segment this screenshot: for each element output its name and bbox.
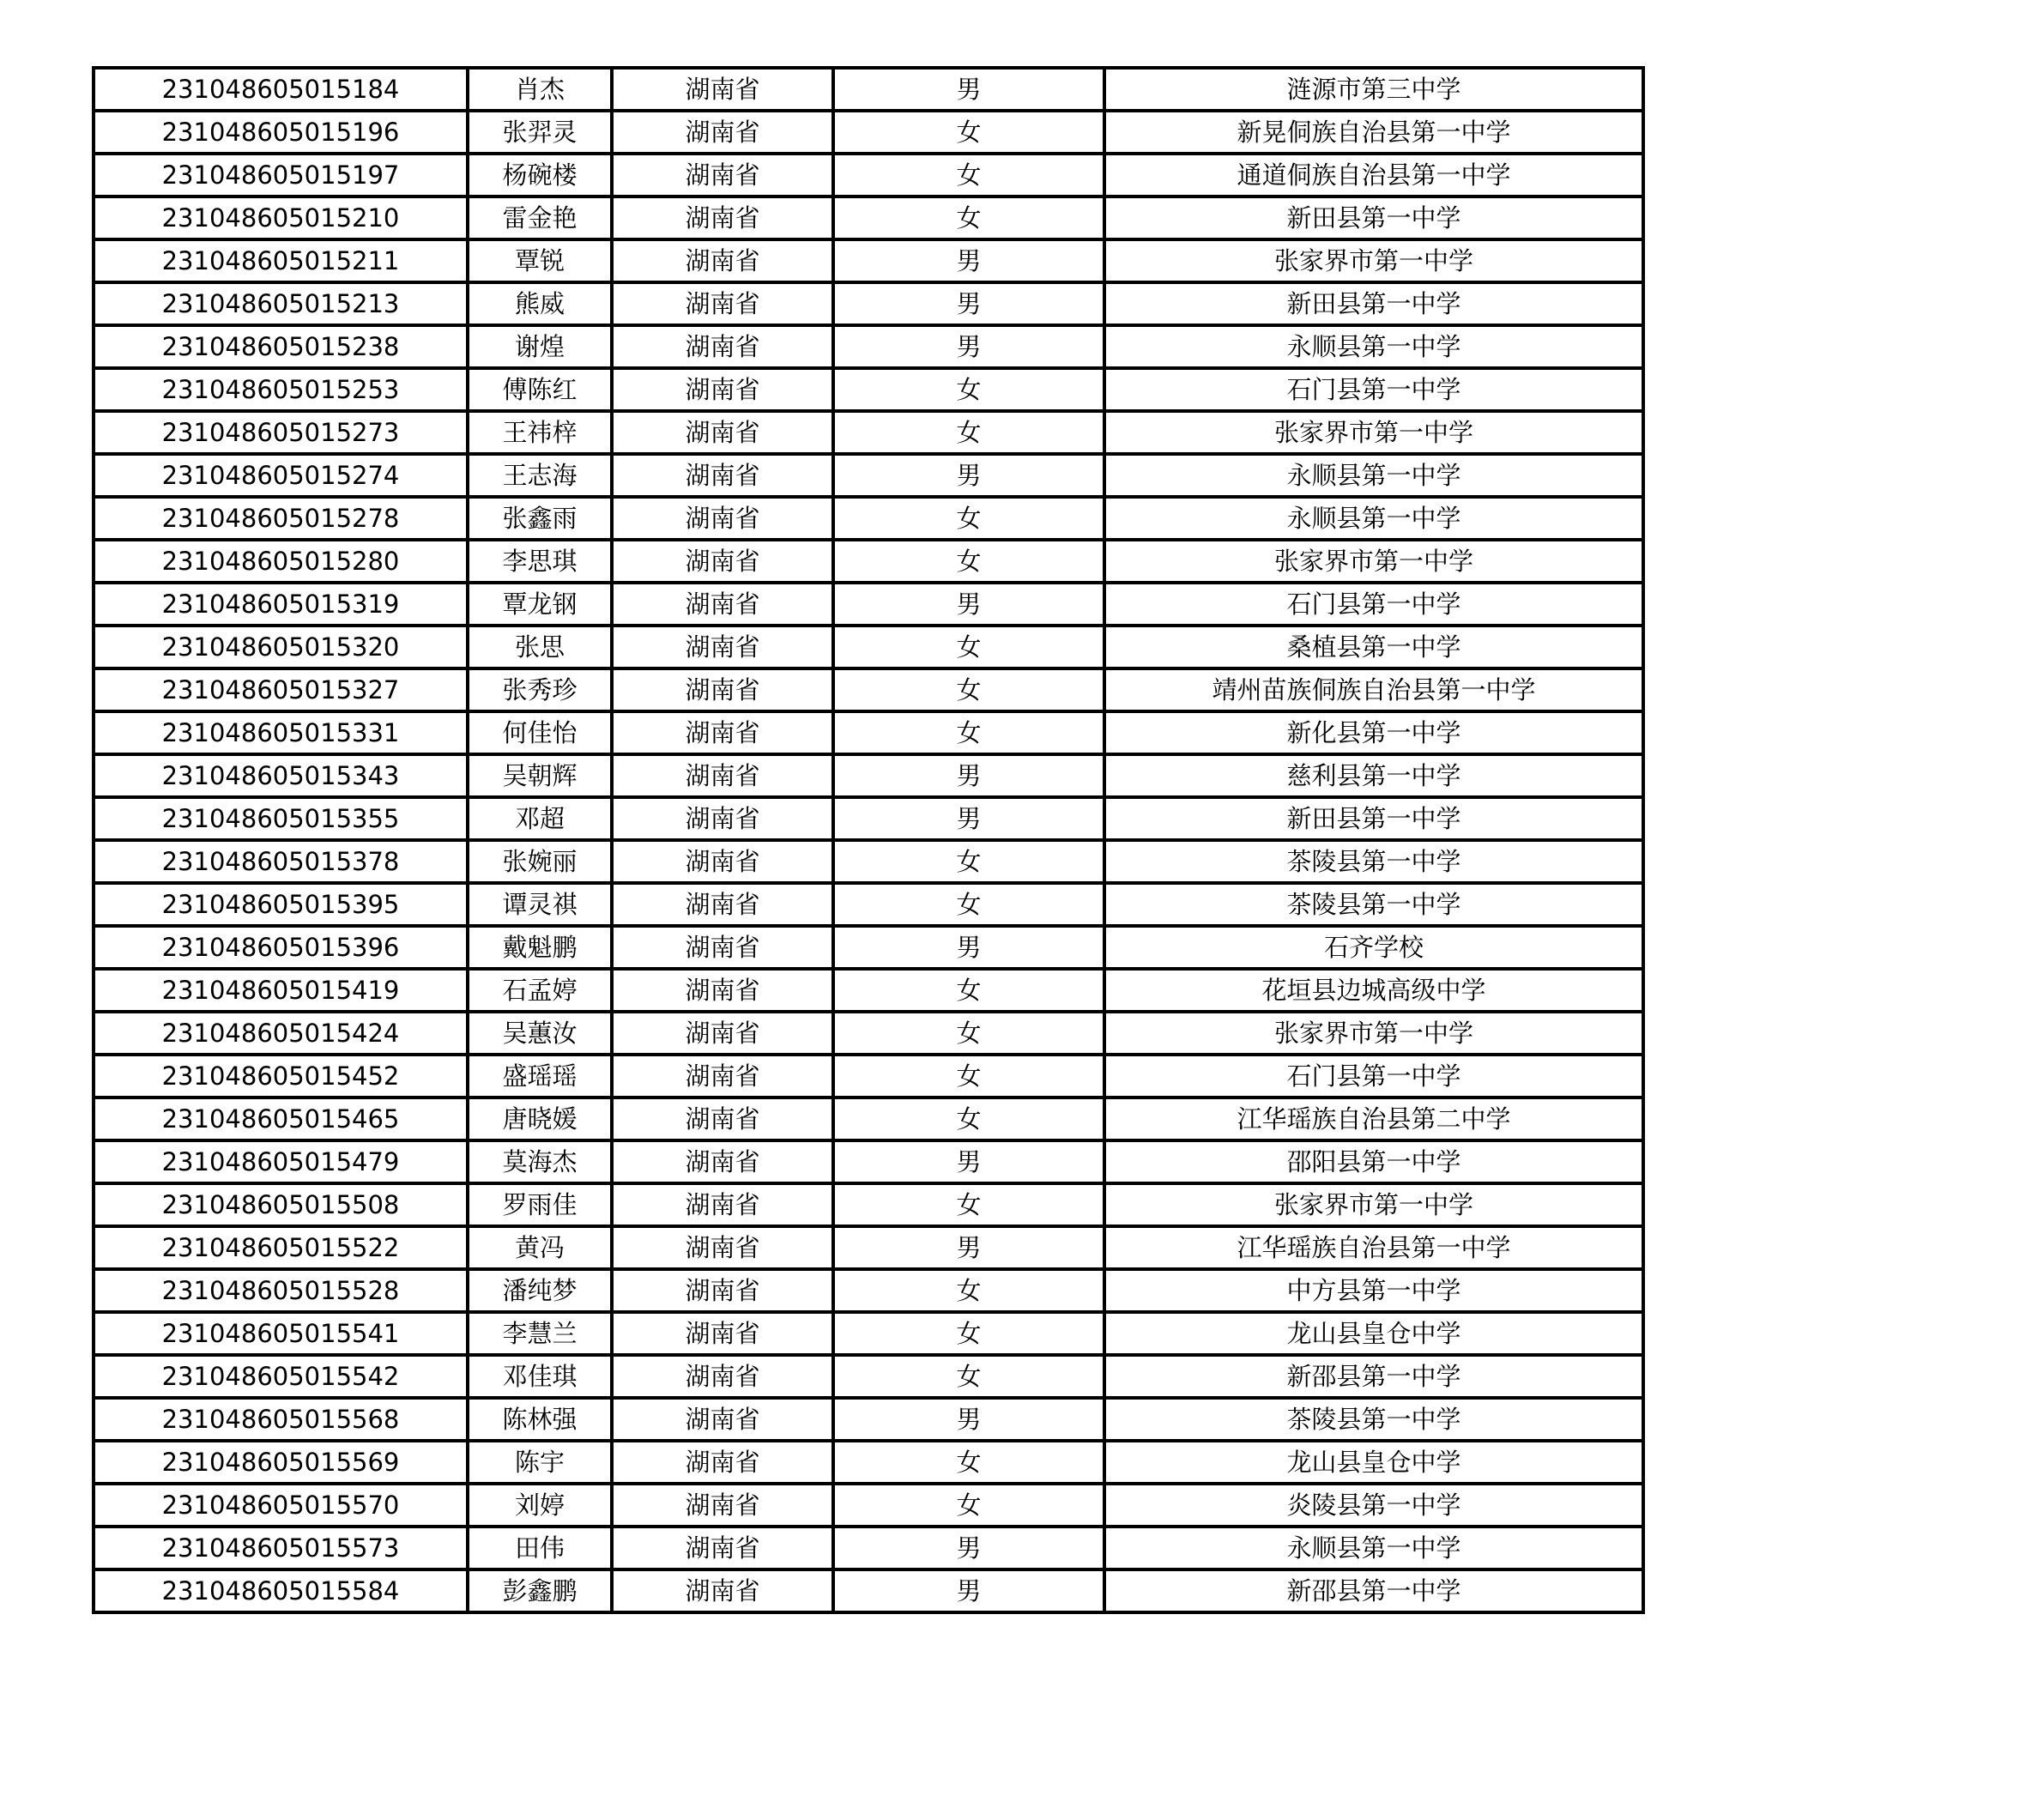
province-cell: 湖南省 bbox=[612, 626, 833, 668]
gender-cell: 男 bbox=[833, 754, 1104, 797]
school-cell: 邵阳县第一中学 bbox=[1104, 1140, 1643, 1183]
school-cell: 新田县第一中学 bbox=[1104, 282, 1643, 325]
student-name-cell: 雷金艳 bbox=[468, 197, 612, 239]
table-row bbox=[94, 883, 1643, 926]
student-id-cell: 231048605015196 bbox=[94, 111, 468, 154]
student-id-cell: 231048605015542 bbox=[94, 1355, 468, 1398]
school-cell: 张家界市第一中学 bbox=[1104, 411, 1643, 454]
gender-cell: 女 bbox=[833, 540, 1104, 583]
student-name-cell: 何佳怡 bbox=[468, 711, 612, 754]
student-name-cell: 吴蕙汝 bbox=[468, 1012, 612, 1055]
student-name-cell: 肖杰 bbox=[468, 68, 612, 111]
gender-cell: 女 bbox=[833, 1055, 1104, 1098]
student-name-cell: 彭鑫鹏 bbox=[468, 1569, 612, 1612]
student-name-cell: 莫海杰 bbox=[468, 1140, 612, 1183]
student-name-cell: 邓佳琪 bbox=[468, 1355, 612, 1398]
school-cell: 石齐学校 bbox=[1104, 926, 1643, 969]
student-name-cell: 石孟婷 bbox=[468, 969, 612, 1012]
province-cell: 湖南省 bbox=[612, 197, 833, 239]
province-cell: 湖南省 bbox=[612, 1012, 833, 1055]
school-cell: 炎陵县第一中学 bbox=[1104, 1484, 1643, 1527]
province-cell: 湖南省 bbox=[612, 926, 833, 969]
student-id-cell: 231048605015584 bbox=[94, 1569, 468, 1612]
province-cell: 湖南省 bbox=[612, 969, 833, 1012]
school-cell: 永顺县第一中学 bbox=[1104, 454, 1643, 497]
gender-cell: 女 bbox=[833, 626, 1104, 668]
gender-cell: 女 bbox=[833, 111, 1104, 154]
table-row bbox=[94, 154, 1643, 197]
table-row bbox=[94, 1269, 1643, 1312]
school-cell: 永顺县第一中学 bbox=[1104, 1527, 1643, 1569]
province-cell: 湖南省 bbox=[612, 1527, 833, 1569]
school-cell: 张家界市第一中学 bbox=[1104, 540, 1643, 583]
province-cell: 湖南省 bbox=[612, 711, 833, 754]
gender-cell: 女 bbox=[833, 969, 1104, 1012]
gender-cell: 女 bbox=[833, 197, 1104, 239]
table-row bbox=[94, 668, 1643, 711]
school-cell: 中方县第一中学 bbox=[1104, 1269, 1643, 1312]
school-cell: 石门县第一中学 bbox=[1104, 583, 1643, 626]
student-name-cell: 唐晓媛 bbox=[468, 1098, 612, 1140]
school-cell: 涟源市第三中学 bbox=[1104, 68, 1643, 111]
student-id-cell: 231048605015327 bbox=[94, 668, 468, 711]
gender-cell: 男 bbox=[833, 1226, 1104, 1269]
student-id-cell: 231048605015424 bbox=[94, 1012, 468, 1055]
student-id-cell: 231048605015528 bbox=[94, 1269, 468, 1312]
gender-cell: 女 bbox=[833, 497, 1104, 540]
table-row bbox=[94, 1183, 1643, 1226]
student-name-cell: 陈宇 bbox=[468, 1441, 612, 1484]
table-row bbox=[94, 368, 1643, 411]
province-cell: 湖南省 bbox=[612, 1140, 833, 1183]
school-cell: 江华瑶族自治县第一中学 bbox=[1104, 1226, 1643, 1269]
school-cell: 茶陵县第一中学 bbox=[1104, 883, 1643, 926]
province-cell: 湖南省 bbox=[612, 497, 833, 540]
gender-cell: 男 bbox=[833, 797, 1104, 840]
gender-cell: 女 bbox=[833, 1012, 1104, 1055]
student-id-cell: 231048605015570 bbox=[94, 1484, 468, 1527]
student-name-cell: 覃锐 bbox=[468, 239, 612, 282]
school-cell: 新化县第一中学 bbox=[1104, 711, 1643, 754]
student-name-cell: 谢煌 bbox=[468, 325, 612, 368]
student-id-cell: 231048605015569 bbox=[94, 1441, 468, 1484]
student-name-cell: 张羿灵 bbox=[468, 111, 612, 154]
gender-cell: 女 bbox=[833, 1355, 1104, 1398]
school-cell: 永顺县第一中学 bbox=[1104, 325, 1643, 368]
province-cell: 湖南省 bbox=[612, 1484, 833, 1527]
gender-cell: 男 bbox=[833, 583, 1104, 626]
student-name-cell: 陈林强 bbox=[468, 1398, 612, 1441]
student-name-cell: 杨碗楼 bbox=[468, 154, 612, 197]
table-row bbox=[94, 540, 1643, 583]
gender-cell: 男 bbox=[833, 325, 1104, 368]
table-row bbox=[94, 1441, 1643, 1484]
gender-cell: 男 bbox=[833, 1398, 1104, 1441]
table-row bbox=[94, 583, 1643, 626]
table-row bbox=[94, 1226, 1643, 1269]
province-cell: 湖南省 bbox=[612, 583, 833, 626]
school-cell: 张家界市第一中学 bbox=[1104, 1012, 1643, 1055]
gender-cell: 女 bbox=[833, 840, 1104, 883]
student-id-cell: 231048605015210 bbox=[94, 197, 468, 239]
student-id-cell: 231048605015568 bbox=[94, 1398, 468, 1441]
gender-cell: 男 bbox=[833, 926, 1104, 969]
student-name-cell: 李思琪 bbox=[468, 540, 612, 583]
student-id-cell: 231048605015452 bbox=[94, 1055, 468, 1098]
province-cell: 湖南省 bbox=[612, 540, 833, 583]
table-row bbox=[94, 68, 1643, 111]
school-cell: 石门县第一中学 bbox=[1104, 368, 1643, 411]
table-row bbox=[94, 1312, 1643, 1355]
table-row bbox=[94, 1140, 1643, 1183]
student-id-cell: 231048605015343 bbox=[94, 754, 468, 797]
student-id-cell: 231048605015253 bbox=[94, 368, 468, 411]
student-name-cell: 邓超 bbox=[468, 797, 612, 840]
table-row bbox=[94, 797, 1643, 840]
table-row bbox=[94, 1398, 1643, 1441]
student-name-cell: 张秀珍 bbox=[468, 668, 612, 711]
gender-cell: 男 bbox=[833, 68, 1104, 111]
province-cell: 湖南省 bbox=[612, 1398, 833, 1441]
school-cell: 花垣县边城高级中学 bbox=[1104, 969, 1643, 1012]
province-cell: 湖南省 bbox=[612, 668, 833, 711]
gender-cell: 男 bbox=[833, 454, 1104, 497]
table-row bbox=[94, 1569, 1643, 1612]
student-id-cell: 231048605015573 bbox=[94, 1527, 468, 1569]
gender-cell: 女 bbox=[833, 1098, 1104, 1140]
student-id-cell: 231048605015280 bbox=[94, 540, 468, 583]
student-name-cell: 张婉丽 bbox=[468, 840, 612, 883]
school-cell: 新田县第一中学 bbox=[1104, 197, 1643, 239]
school-cell: 石门县第一中学 bbox=[1104, 1055, 1643, 1098]
student-id-cell: 231048605015273 bbox=[94, 411, 468, 454]
table-row bbox=[94, 325, 1643, 368]
province-cell: 湖南省 bbox=[612, 454, 833, 497]
student-name-cell: 戴魁鹏 bbox=[468, 926, 612, 969]
student-id-cell: 231048605015238 bbox=[94, 325, 468, 368]
student-name-cell: 王祎梓 bbox=[468, 411, 612, 454]
table-row bbox=[94, 1527, 1643, 1569]
student-id-cell: 231048605015479 bbox=[94, 1140, 468, 1183]
province-cell: 湖南省 bbox=[612, 883, 833, 926]
school-cell: 龙山县皇仓中学 bbox=[1104, 1441, 1643, 1484]
school-cell: 茶陵县第一中学 bbox=[1104, 1398, 1643, 1441]
province-cell: 湖南省 bbox=[612, 1098, 833, 1140]
table-row bbox=[94, 497, 1643, 540]
province-cell: 湖南省 bbox=[612, 1569, 833, 1612]
school-cell: 永顺县第一中学 bbox=[1104, 497, 1643, 540]
table-row bbox=[94, 1012, 1643, 1055]
school-cell: 桑植县第一中学 bbox=[1104, 626, 1643, 668]
province-cell: 湖南省 bbox=[612, 239, 833, 282]
school-cell: 张家界市第一中学 bbox=[1104, 1183, 1643, 1226]
school-cell: 新邵县第一中学 bbox=[1104, 1355, 1643, 1398]
gender-cell: 男 bbox=[833, 239, 1104, 282]
student-id-cell: 231048605015355 bbox=[94, 797, 468, 840]
student-id-cell: 231048605015396 bbox=[94, 926, 468, 969]
gender-cell: 女 bbox=[833, 411, 1104, 454]
table-row bbox=[94, 626, 1643, 668]
student-id-cell: 231048605015522 bbox=[94, 1226, 468, 1269]
student-id-cell: 231048605015278 bbox=[94, 497, 468, 540]
gender-cell: 女 bbox=[833, 1312, 1104, 1355]
gender-cell: 女 bbox=[833, 368, 1104, 411]
table-row bbox=[94, 454, 1643, 497]
student-id-cell: 231048605015184 bbox=[94, 68, 468, 111]
student-id-cell: 231048605015419 bbox=[94, 969, 468, 1012]
school-cell: 慈利县第一中学 bbox=[1104, 754, 1643, 797]
province-cell: 湖南省 bbox=[612, 1355, 833, 1398]
gender-cell: 男 bbox=[833, 1569, 1104, 1612]
province-cell: 湖南省 bbox=[612, 68, 833, 111]
province-cell: 湖南省 bbox=[612, 1055, 833, 1098]
gender-cell: 女 bbox=[833, 1183, 1104, 1226]
table-row bbox=[94, 111, 1643, 154]
student-id-cell: 231048605015274 bbox=[94, 454, 468, 497]
school-cell: 靖州苗族侗族自治县第一中学 bbox=[1104, 668, 1643, 711]
gender-cell: 女 bbox=[833, 711, 1104, 754]
province-cell: 湖南省 bbox=[612, 1441, 833, 1484]
gender-cell: 男 bbox=[833, 282, 1104, 325]
province-cell: 湖南省 bbox=[612, 1226, 833, 1269]
student-id-cell: 231048605015197 bbox=[94, 154, 468, 197]
gender-cell: 女 bbox=[833, 883, 1104, 926]
student-name-cell: 田伟 bbox=[468, 1527, 612, 1569]
student-name-cell: 覃龙钢 bbox=[468, 583, 612, 626]
student-id-cell: 231048605015465 bbox=[94, 1098, 468, 1140]
student-name-cell: 李慧兰 bbox=[468, 1312, 612, 1355]
student-id-cell: 231048605015319 bbox=[94, 583, 468, 626]
student-table bbox=[92, 66, 1645, 1614]
province-cell: 湖南省 bbox=[612, 154, 833, 197]
table-row bbox=[94, 282, 1643, 325]
student-id-cell: 231048605015541 bbox=[94, 1312, 468, 1355]
student-id-cell: 231048605015378 bbox=[94, 840, 468, 883]
table-row bbox=[94, 711, 1643, 754]
school-cell: 龙山县皇仓中学 bbox=[1104, 1312, 1643, 1355]
student-name-cell: 张思 bbox=[468, 626, 612, 668]
school-cell: 江华瑶族自治县第二中学 bbox=[1104, 1098, 1643, 1140]
province-cell: 湖南省 bbox=[612, 840, 833, 883]
student-name-cell: 罗雨佳 bbox=[468, 1183, 612, 1226]
province-cell: 湖南省 bbox=[612, 1312, 833, 1355]
table-row bbox=[94, 969, 1643, 1012]
table-row bbox=[94, 1355, 1643, 1398]
gender-cell: 男 bbox=[833, 1527, 1104, 1569]
student-id-cell: 231048605015211 bbox=[94, 239, 468, 282]
student-name-cell: 黄冯 bbox=[468, 1226, 612, 1269]
student-name-cell: 潘纯梦 bbox=[468, 1269, 612, 1312]
table-row bbox=[94, 1484, 1643, 1527]
province-cell: 湖南省 bbox=[612, 754, 833, 797]
student-id-cell: 231048605015331 bbox=[94, 711, 468, 754]
table-row bbox=[94, 197, 1643, 239]
table-row bbox=[94, 411, 1643, 454]
province-cell: 湖南省 bbox=[612, 1269, 833, 1312]
table-row bbox=[94, 926, 1643, 969]
student-name-cell: 王志海 bbox=[468, 454, 612, 497]
table-row bbox=[94, 754, 1643, 797]
province-cell: 湖南省 bbox=[612, 111, 833, 154]
school-cell: 通道侗族自治县第一中学 bbox=[1104, 154, 1643, 197]
school-cell: 张家界市第一中学 bbox=[1104, 239, 1643, 282]
school-cell: 新田县第一中学 bbox=[1104, 797, 1643, 840]
table-row bbox=[94, 840, 1643, 883]
province-cell: 湖南省 bbox=[612, 282, 833, 325]
student-name-cell: 傅陈红 bbox=[468, 368, 612, 411]
province-cell: 湖南省 bbox=[612, 325, 833, 368]
student-name-cell: 盛瑶瑶 bbox=[468, 1055, 612, 1098]
table-row bbox=[94, 1055, 1643, 1098]
province-cell: 湖南省 bbox=[612, 797, 833, 840]
school-cell: 新邵县第一中学 bbox=[1104, 1569, 1643, 1612]
student-table-body bbox=[94, 68, 1643, 1612]
student-name-cell: 吴朝辉 bbox=[468, 754, 612, 797]
student-name-cell: 刘婷 bbox=[468, 1484, 612, 1527]
student-id-cell: 231048605015320 bbox=[94, 626, 468, 668]
student-id-cell: 231048605015395 bbox=[94, 883, 468, 926]
gender-cell: 女 bbox=[833, 154, 1104, 197]
school-cell: 新晃侗族自治县第一中学 bbox=[1104, 111, 1643, 154]
gender-cell: 女 bbox=[833, 1441, 1104, 1484]
student-name-cell: 谭灵祺 bbox=[468, 883, 612, 926]
school-cell: 茶陵县第一中学 bbox=[1104, 840, 1643, 883]
table-row bbox=[94, 1098, 1643, 1140]
student-name-cell: 熊威 bbox=[468, 282, 612, 325]
province-cell: 湖南省 bbox=[612, 368, 833, 411]
province-cell: 湖南省 bbox=[612, 411, 833, 454]
gender-cell: 女 bbox=[833, 668, 1104, 711]
gender-cell: 女 bbox=[833, 1269, 1104, 1312]
gender-cell: 女 bbox=[833, 1484, 1104, 1527]
table-row bbox=[94, 239, 1643, 282]
student-id-cell: 231048605015213 bbox=[94, 282, 468, 325]
gender-cell: 男 bbox=[833, 1140, 1104, 1183]
student-name-cell: 张鑫雨 bbox=[468, 497, 612, 540]
province-cell: 湖南省 bbox=[612, 1183, 833, 1226]
student-id-cell: 231048605015508 bbox=[94, 1183, 468, 1226]
